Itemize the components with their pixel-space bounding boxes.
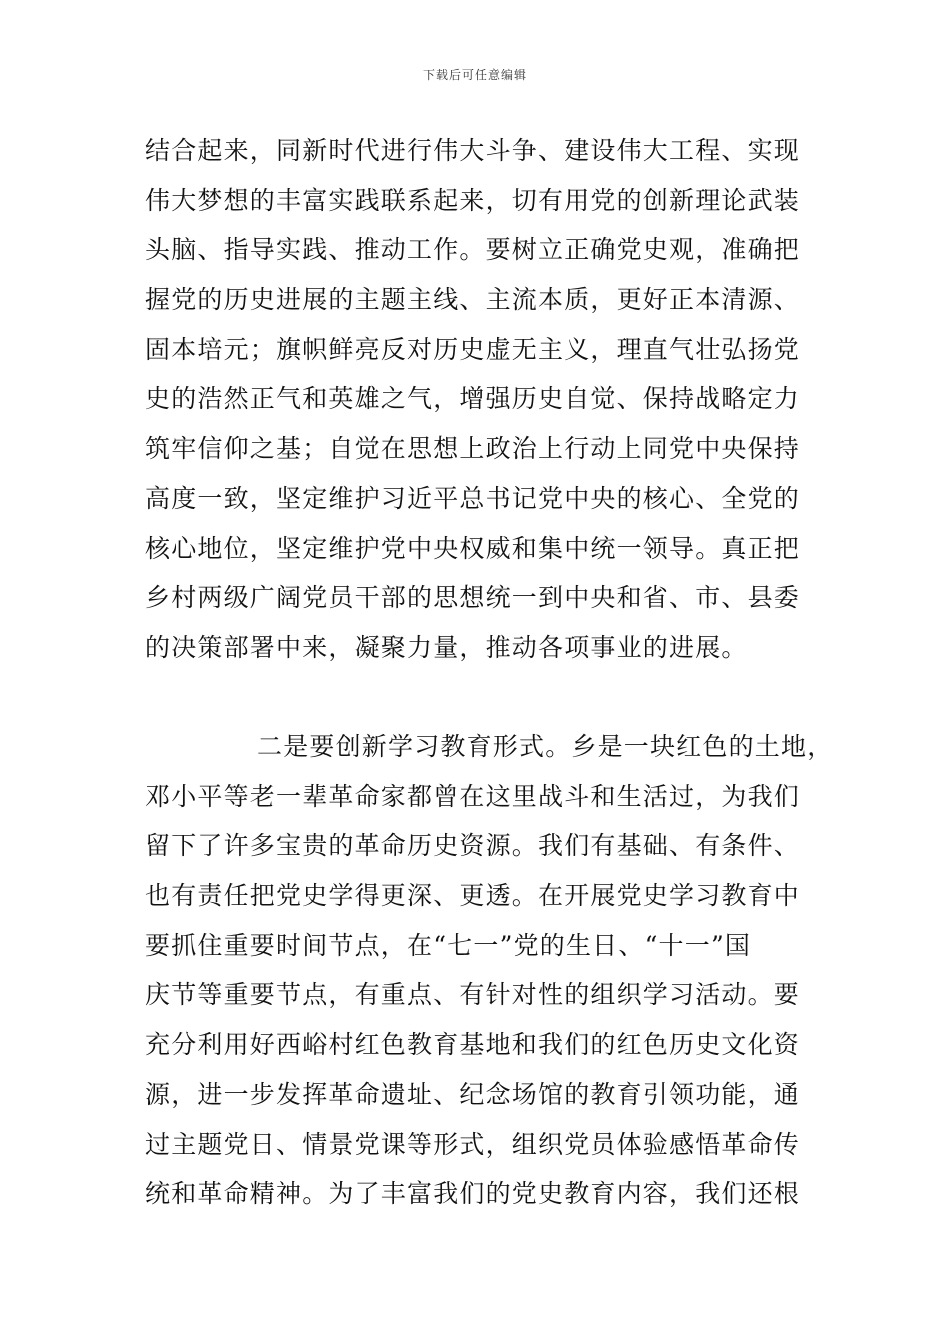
text-line: 邓小平等老一辈革命家都曾在这里战斗和生活过，为我们 (145, 781, 801, 811)
text-line: 史的浩然正气和英雄之气，增强历史自觉、保持战略定力 (145, 384, 801, 414)
page-header: 下载后可任意编辑 (422, 68, 527, 82)
text-line: 的决策部署中来，凝聚力量，推动各项事业的进展。 (145, 632, 748, 662)
text-line: 庆节等重要节点，有重点、有针对性的组织学习活动。要 (145, 980, 801, 1010)
text-line: 固本培元；旗帜鲜亮反对历史虚无主义，理直气壮弘扬党 (145, 334, 801, 364)
text-line: 乡村两级广阔党员干部的思想统一到中央和省、市、县委 (145, 583, 801, 613)
text-line: 结合起来，同新时代进行伟大斗争、建设伟大工程、实现 (145, 136, 801, 165)
paragraph-1 (145, 126, 807, 673)
text-line: 充分利用好西峪村红色教育基地和我们的红色历史文化资 (145, 1030, 801, 1060)
text-line: 筑牢信仰之基；自觉在思想上政治上行动上同党中央保持 (145, 434, 801, 464)
text-line: 源，进一步发挥革命遗址、纪念场馆的教育引领功能，通 (145, 1079, 801, 1109)
paragraph-2 (145, 722, 834, 1219)
text-line: 高度一致，坚定维护习近平总书记党中央的核心、全党的 (145, 483, 801, 513)
text-line: 握党的历史进展的主题主线、主流本质，更好正本清源、 (145, 285, 801, 315)
text-line: 也有责任把党史学得更深、更透。在开展党史学习教育中 (145, 881, 801, 911)
text-line-indented: 二是要创新学习教育形式。乡是一块红色的土地， (257, 732, 834, 761)
text-line: 核心地位，坚定维护党中央权威和集中统一领导。真正把 (145, 533, 801, 563)
text-line: 统和革命精神。为了丰富我们的党史教育内容，我们还根 (145, 1179, 801, 1209)
text-line: 伟大梦想的丰富实践联系起来，切有用党的创新理论武装 (145, 185, 801, 215)
text-line: 留下了许多宝贵的革命历史资源。我们有基础、有条件、 (145, 831, 801, 861)
text-line: 头脑、指导实践、推动工作。要树立正确党史观，准确把 (145, 235, 801, 265)
text-line: 过主题党日、情景党课等形式，组织党员体验感悟革命传 (145, 1129, 801, 1159)
text-line: 要抓住重要时间节点，在“七一”党的生日、“十一”国 (145, 930, 752, 960)
